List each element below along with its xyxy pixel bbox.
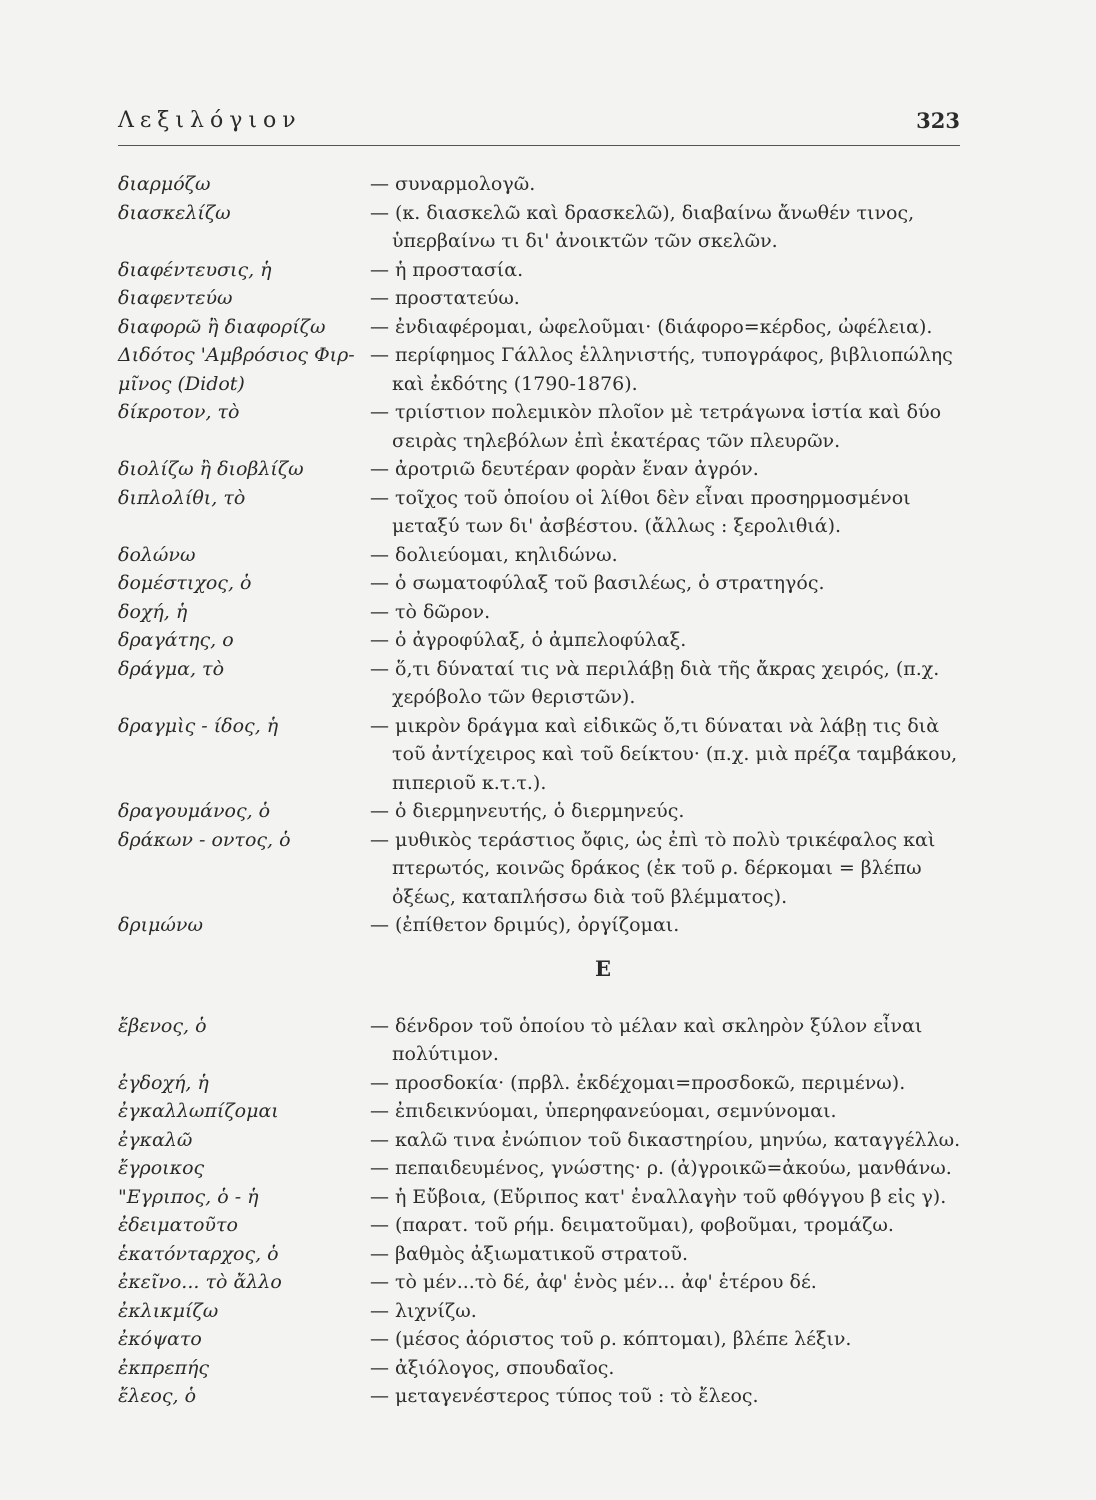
definition-text: ὁ σωματοφύλαξ τοῦ βασιλέως, ὁ στρατηγός. [395, 572, 825, 594]
glossary-entry [118, 797, 968, 826]
definition-text: προσδοκία· (πρβλ. ἐκδέχομαι=προσδοκῶ, περιμένω). [395, 1071, 906, 1094]
glossary-entry [118, 1354, 968, 1383]
glossary-section-delta [118, 170, 968, 940]
glossary-entry [118, 1382, 968, 1411]
glossary-entry [118, 1154, 968, 1183]
glossary-section-epsilon [118, 1012, 968, 1411]
entry-lemma: δραγουμάνος, ὁ [118, 800, 271, 822]
entry-lemma: ἐκλικμίζω [118, 1299, 219, 1322]
em-dash: — [370, 173, 389, 195]
glossary-entry [118, 341, 968, 398]
entry-lemma: ἐγκαλῶ [118, 1128, 193, 1151]
em-dash: — [370, 1299, 389, 1322]
definition-text: μικρὸν δράγμα καὶ εἰδικῶς ὅ,τι δύναται νὰ λάβῃ τις διὰ τοῦ ἀντίχειρος καὶ τοῦ δείκτου· (π.χ. μιὰ πρέζα ταμβάκου, πιπεριοῦ κ.τ.τ.). [392, 714, 958, 794]
entry-lemma: "Εγριπος, ὁ - ἡ [118, 1185, 259, 1208]
entry-definition [370, 1354, 968, 1383]
em-dash: — [370, 344, 389, 366]
running-title: Λεξιλόγιον [118, 108, 302, 133]
em-dash: — [370, 828, 389, 851]
definition-text: δολιεύομαι, κηλιδώνω. [395, 543, 618, 566]
definition-text: ἐπιδεικνύομαι, ὑπερηφανεύομαι, σεμνύνομαι. [395, 1100, 837, 1122]
em-dash: — [370, 1157, 389, 1179]
entry-definition [370, 284, 968, 313]
definition-text: ἀροτριῶ δευτέραν φορὰν ἕναν ἀγρόν. [395, 458, 759, 480]
entry-definition [370, 256, 968, 285]
definition-text: τὸ δῶρον. [395, 600, 491, 623]
definition-text: ἡ Εὔβοια, (Εὔριπος κατ' ἐναλλαγὴν τοῦ φθόγγου β εἰς γ). [395, 1185, 947, 1208]
entry-definition [370, 1183, 968, 1212]
definition-text: ἀξιόλογος, σπουδαῖος. [395, 1356, 615, 1379]
entry-lemma: ἔβενος, ὁ [118, 1014, 207, 1037]
entry-lemma: δολώνω [118, 543, 196, 566]
entry-definition [370, 341, 968, 398]
glossary-entry [118, 1268, 968, 1297]
entry-lemma: δομέστιχος, ὁ [118, 572, 252, 594]
entry-definition [370, 313, 968, 342]
definition-text: λιχνίζω. [395, 1299, 477, 1322]
entry-definition [370, 398, 968, 455]
running-head [118, 108, 960, 144]
entry-definition [370, 911, 968, 940]
definition-text: πεπαιδευμένος, γνώστης· ρ. (ἀ)γροικῶ=ἀκούω, μανθάνω. [395, 1157, 952, 1179]
glossary-entry [118, 541, 968, 570]
definition-text: περίφημος Γάλλος ἑλληνιστής, τυπογράφος, βιβλιοπώλης καὶ ἐκδότης (1790-1876). [392, 344, 953, 395]
definition-text: δένδρον τοῦ ὁποίου τὸ μέλαν καὶ σκληρὸν ξύλον εἶναι πολύτιμον. [392, 1014, 923, 1065]
glossary-entry [118, 199, 968, 256]
definition-text: μεταγενέστερος τύπος τοῦ : τὸ ἔλεος. [395, 1385, 759, 1407]
entry-lemma: ἐγδοχή, ἡ [118, 1071, 209, 1094]
definition-text: ὅ,τι δύναταί τις νὰ περιλάβῃ διὰ τῆς ἄκρας χειρός, (π.χ. χερόβολο τῶν θεριστῶν). [392, 657, 940, 708]
em-dash: — [370, 1128, 389, 1151]
entry-definition [370, 170, 968, 199]
em-dash: — [370, 1185, 389, 1208]
glossary-entry [118, 1012, 968, 1069]
entry-definition [370, 1154, 968, 1183]
entry-lemma: δράκων - οντος, ὁ [118, 828, 291, 851]
entry-lemma: δοχή, ἡ [118, 600, 188, 623]
em-dash: — [370, 714, 389, 737]
glossary-entry [118, 256, 968, 285]
glossary-entry [118, 1211, 968, 1240]
entry-definition [370, 1268, 968, 1297]
definition-text: ἐνδιαφέρομαι, ὠφελοῦμαι· (διάφορο=κέρδος, ὠφέλεια). [395, 315, 933, 338]
entry-definition [370, 1097, 968, 1126]
entry-lemma: διασκελίζω [118, 201, 231, 224]
glossary-entry [118, 484, 968, 541]
glossary-body [118, 170, 968, 1411]
em-dash: — [370, 401, 389, 423]
em-dash: — [370, 315, 389, 338]
glossary-entry [118, 1097, 968, 1126]
em-dash: — [370, 1214, 389, 1236]
entry-definition [370, 598, 968, 627]
entry-definition [370, 1211, 968, 1240]
em-dash: — [370, 1242, 389, 1265]
glossary-entry [118, 1325, 968, 1354]
entry-lemma: ἔλεος, ὁ [118, 1385, 197, 1407]
definition-text: ὁ διερμηνευτής, ὁ διερμηνεύς. [395, 800, 685, 822]
entry-lemma: δραγμὶς - ίδος, ἡ [118, 714, 279, 737]
entry-definition [370, 655, 968, 712]
entry-lemma: διαφεντεύω [118, 287, 233, 309]
entry-lemma: διαφέντευσις, ἡ [118, 258, 272, 281]
glossary-entry [118, 598, 968, 627]
glossary-entry [118, 569, 968, 598]
em-dash: — [370, 1271, 389, 1293]
em-dash: — [370, 629, 389, 651]
entry-definition [370, 626, 968, 655]
em-dash: — [370, 1356, 389, 1379]
definition-text: (ἐπίθετον δριμύς), ὀργίζομαι. [395, 914, 680, 936]
entry-definition [370, 199, 968, 256]
em-dash: — [370, 572, 389, 594]
entry-lemma: διαφορῶ ἢ διαφορίζω [118, 315, 326, 338]
definition-text: ὁ ἀγροφύλαξ, ὁ ἀμπελοφύλαξ. [395, 629, 687, 651]
entry-lemma: δριμώνω [118, 914, 203, 936]
entry-definition [370, 1382, 968, 1411]
entry-lemma: ἐδειματοῦτο [118, 1214, 238, 1236]
entry-lemma: διπλολίθι, τὸ [118, 486, 246, 509]
header-rule [118, 145, 960, 146]
entry-lemma: διολίζω ἢ διοβλίζω [118, 458, 304, 480]
entry-lemma: δράγμα, τὸ [118, 657, 225, 680]
em-dash: — [370, 1100, 389, 1122]
entry-lemma: ἐκεῖνο... τὸ ἄλλο [118, 1271, 282, 1293]
glossary-entry [118, 712, 968, 798]
em-dash: — [370, 657, 389, 680]
glossary-entry [118, 398, 968, 455]
glossary-entry [118, 1240, 968, 1269]
em-dash: — [370, 914, 389, 936]
glossary-entry [118, 1297, 968, 1326]
entry-definition [370, 1012, 968, 1069]
glossary-entry [118, 1183, 968, 1212]
entry-definition [370, 1126, 968, 1155]
glossary-entry [118, 1126, 968, 1155]
definition-text: (μέσος ἀόριστος τοῦ ρ. κόπτομαι), βλέπε λέξιν. [395, 1328, 852, 1350]
entry-definition [370, 1240, 968, 1269]
definition-text: τοῖχος τοῦ ὁποίου οἱ λίθοι δὲν εἶναι προσηρμοσμένοι μεταξύ των δι' ἀσβέστου. (ἄλλως : ξερολιθιά). [392, 486, 911, 537]
em-dash: — [370, 486, 389, 509]
entry-lemma: ἐγκαλλωπίζομαι [118, 1100, 279, 1122]
page-number: 323 [916, 108, 960, 133]
em-dash: — [370, 800, 389, 822]
glossary-entry [118, 626, 968, 655]
definition-text: τὸ μέν...τὸ δέ, ἀφ' ἑνὸς μέν... ἀφ' ἑτέρου δέ. [395, 1271, 817, 1293]
em-dash: — [370, 1071, 389, 1094]
glossary-entry [118, 170, 968, 199]
em-dash: — [370, 1014, 389, 1037]
definition-text: συναρμολογῶ. [395, 173, 536, 195]
em-dash: — [370, 600, 389, 623]
entry-lemma: ἐκόψατο [118, 1328, 202, 1350]
entry-lemma: ἐκπρεπής [118, 1356, 210, 1379]
glossary-entry [118, 284, 968, 313]
entry-lemma: ἔγροικος [118, 1157, 205, 1179]
glossary-entry [118, 826, 968, 912]
em-dash: — [370, 287, 389, 309]
entry-lemma: Διδότος 'Αμβρόσιος Φιρ- μῖνος (Didot) [118, 344, 355, 395]
definition-text: καλῶ τινα ἐνώπιον τοῦ δικαστηρίου, μηνύω, καταγγέλλω. [395, 1128, 961, 1151]
entry-definition [370, 569, 968, 598]
definition-text: (παρατ. τοῦ ρήμ. δειματοῦμαι), φοβοῦμαι, τρομάζω. [395, 1214, 894, 1236]
definition-text: (κ. διασκελῶ καὶ δρασκελῶ), διαβαίνω ἄνωθέν τινος, ὑπερβαίνω τι δι' ἀνοικτῶν τῶν σκελῶν. [392, 201, 915, 252]
entry-lemma: διαρμόζω [118, 173, 211, 195]
entry-definition [370, 1069, 968, 1098]
em-dash: — [370, 1328, 389, 1350]
glossary-entry [118, 1069, 968, 1098]
entry-lemma: δίκροτον, τὸ [118, 401, 240, 423]
definition-text: βαθμὸς ἀξιωματικοῦ στρατοῦ. [395, 1242, 689, 1265]
em-dash: — [370, 258, 389, 281]
em-dash: — [370, 458, 389, 480]
em-dash: — [370, 543, 389, 566]
definition-text: προστατεύω. [395, 287, 520, 309]
em-dash: — [370, 201, 389, 224]
glossary-entry [118, 455, 968, 484]
definition-text: μυθικὸς τεράστιος ὄφις, ὡς ἐπὶ τὸ πολὺ τρικέφαλος καὶ πτερωτός, κοινῶς δράκος (ἐκ τοῦ ρ. δέρκομαι = βλέπω ὀξέως, καταπλήσσω διὰ τοῦ βλέμματος). [392, 828, 936, 908]
glossary-entry [118, 911, 968, 940]
entry-definition [370, 541, 968, 570]
entry-definition [370, 484, 968, 541]
definition-text: ἡ προστασία. [395, 258, 524, 281]
entry-definition [370, 797, 968, 826]
entry-lemma: δραγάτης, ο [118, 629, 234, 651]
glossary-entry [118, 655, 968, 712]
definition-text: τριίστιον πολεμικὸν πλοῖον μὲ τετράγωνα ἱστία καὶ δύο σειρὰς τηλεβόλων ἐπὶ ἑκατέρας τῶν πλευρῶν. [392, 401, 942, 452]
entry-definition [370, 826, 968, 912]
em-dash: — [370, 1385, 389, 1407]
letter-heading: Ε [594, 955, 611, 981]
entry-definition [370, 712, 968, 798]
entry-definition [370, 1297, 968, 1326]
entry-definition [370, 1325, 968, 1354]
entry-definition [370, 455, 968, 484]
entry-lemma: ἑκατόνταρχος, ὁ [118, 1242, 279, 1265]
glossary-entry [118, 313, 968, 342]
